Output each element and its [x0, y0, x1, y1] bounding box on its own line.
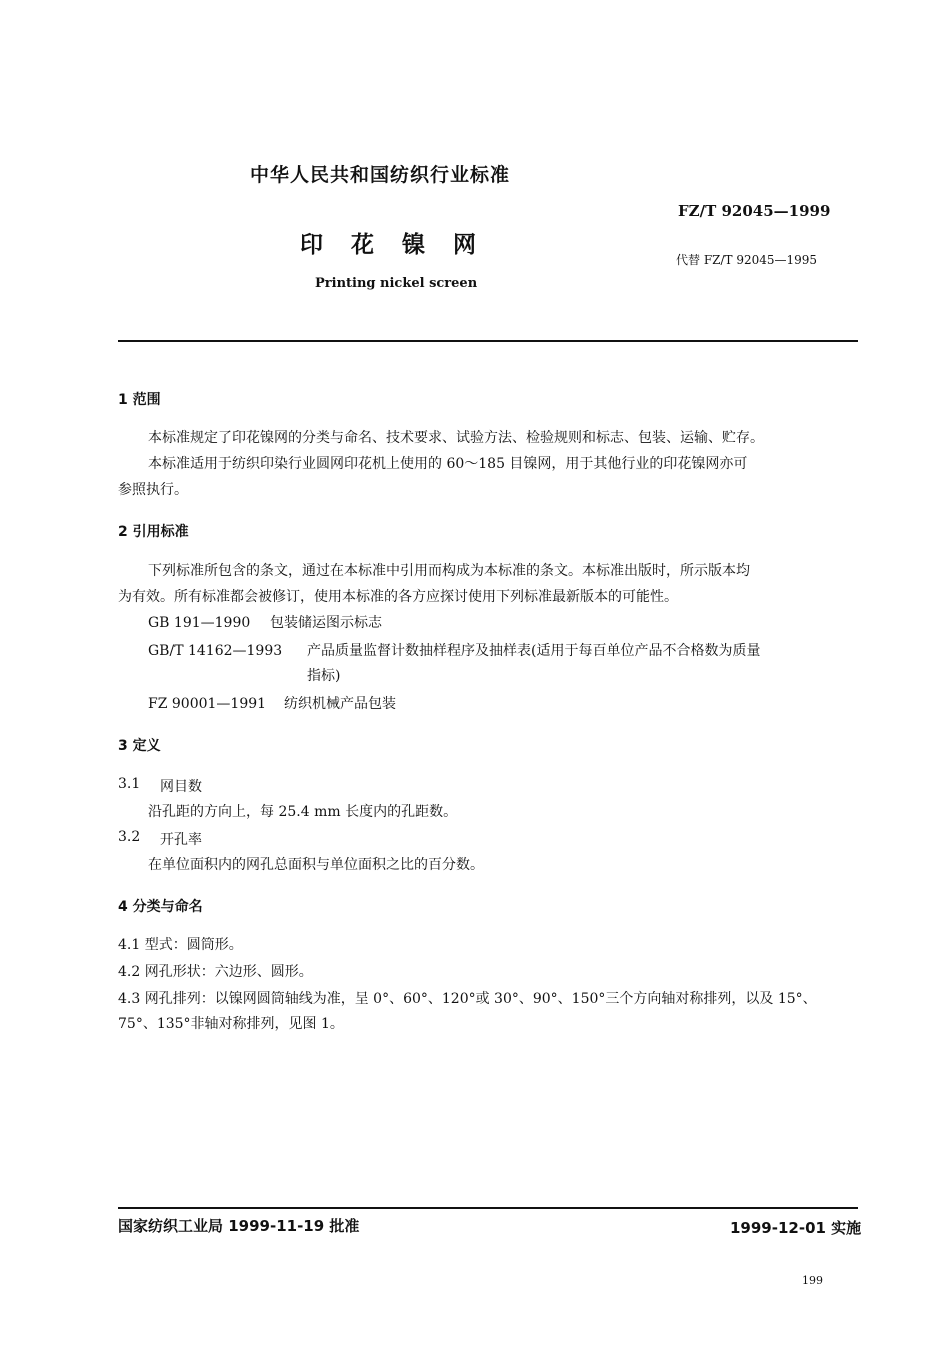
clause-4-3-line-1: 4.3 网孔排列：以镍网圆筒轴线为准，呈 0°、60°、120°或 30°、90°、150°三个方向轴对称排列，以及 15°、: [118, 991, 817, 1007]
reference-code: GB 191—1990: [148, 615, 251, 631]
page-number: 199: [802, 1274, 823, 1287]
section-3-heading: 3 定义: [118, 738, 161, 754]
reference-title: 包装储运图示标志: [270, 615, 382, 631]
section-2-paragraph-line-2: 为有效。所有标准都会被修订，使用本标准的各方应探讨使用下列标准最新版本的可能性。: [118, 589, 678, 605]
document-title-cn: 印花镍网: [300, 232, 504, 258]
section-1-paragraph-2-line-1: 本标准适用于纺织印染行业圆网印花机上使用的 60～185 目镍网，用于其他行业的印花镍网亦可: [148, 456, 748, 472]
reference-title: 纺织机械产品包装: [284, 696, 396, 712]
footer-divider: [118, 1207, 858, 1209]
definition-text: 在单位面积内的网孔总面积与单位面积之比的百分数。: [148, 857, 484, 873]
definition-number: 3.2: [118, 829, 141, 845]
document-title-en: Printing nickel screen: [315, 276, 478, 291]
section-1-heading: 1 范围: [118, 392, 161, 408]
approval-date: 国家纺织工业局 1999-11-19 批准: [118, 1217, 360, 1235]
reference-title: 产品质量监督计数抽样程序及抽样表(适用于每百单位产品不合格数为质量: [307, 643, 761, 659]
issuing-organization: 中华人民共和国纺织行业标准: [250, 164, 511, 186]
clause-4-3-line-2: 75°、135°非轴对称排列，见图 1。: [118, 1016, 344, 1032]
definition-term: 开孔率: [160, 832, 202, 848]
reference-code: FZ 90001—1991: [148, 696, 267, 712]
reference-title-continued: 指标): [307, 668, 341, 684]
section-2-paragraph-line-1: 下列标准所包含的条文，通过在本标准中引用而构成为本标准的条文。本标准出版时，所示版本均: [148, 563, 750, 579]
section-2-heading: 2 引用标准: [118, 524, 189, 540]
clause-4-1: 4.1 型式：圆筒形。: [118, 937, 243, 953]
replaces-standard: 代替 FZ/T 92045—1995: [676, 253, 818, 267]
reference-code: GB/T 14162—1993: [148, 643, 283, 659]
definition-term: 网目数: [160, 779, 202, 795]
implementation-date: 1999-12-01 实施: [730, 1219, 862, 1237]
definition-text: 沿孔距的方向上，每 25.4 mm 长度内的孔距数。: [148, 804, 458, 820]
section-1-paragraph-1: 本标准规定了印花镍网的分类与命名、技术要求、试验方法、检验规则和标志、包装、运输、贮存。: [148, 430, 764, 446]
definition-number: 3.1: [118, 776, 141, 792]
section-1-paragraph-2-line-2: 参照执行。: [118, 482, 188, 498]
clause-4-2: 4.2 网孔形状：六边形、圆形。: [118, 964, 313, 980]
standard-code: FZ/T 92045—1999: [678, 202, 831, 220]
header-divider: [118, 340, 858, 342]
section-4-heading: 4 分类与命名: [118, 899, 203, 915]
